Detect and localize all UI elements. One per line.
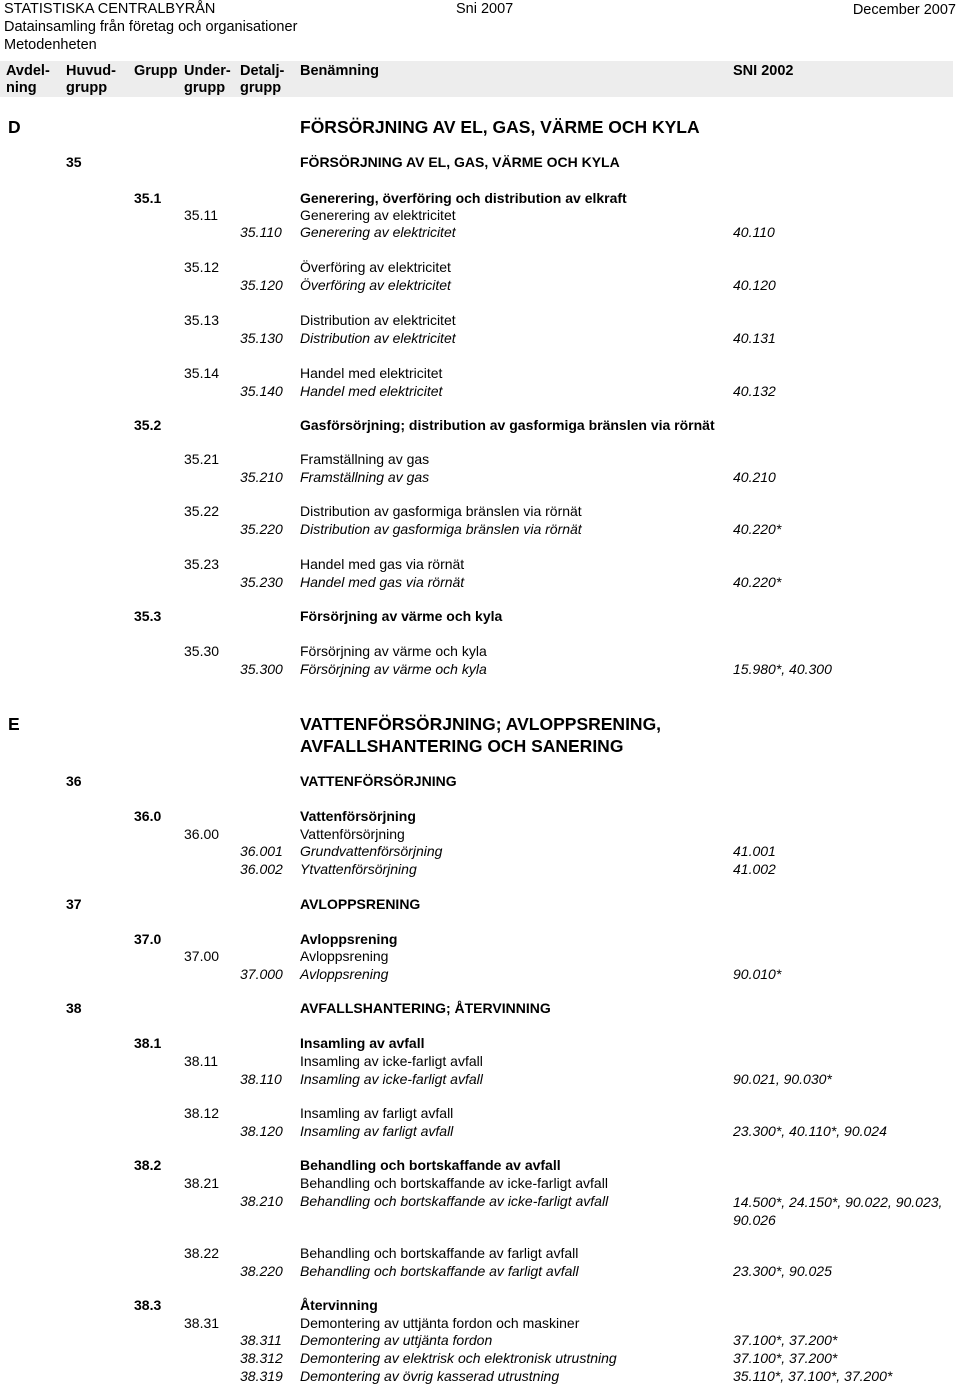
row-benamning: Demontering av övrig kasserad utrustning — [300, 1368, 560, 1384]
row-code: 38.210 — [240, 1193, 283, 1209]
row-benamning: Insamling av icke-farligt avfall — [300, 1053, 483, 1069]
row-benamning: Återvinning — [300, 1297, 378, 1313]
row-benamning: Gasförsörjning; distribution av gasformiga bränslen via rörnät — [300, 417, 715, 433]
row-benamning: Avloppsrening — [300, 966, 389, 982]
row-benamning: Insamling av farligt avfall — [300, 1105, 454, 1121]
row-benamning: Överföring av elektricitet — [300, 277, 451, 293]
row-benamning: Generering, överföring och distribution av elkraft — [300, 190, 627, 206]
row-benamning: Behandling och bortskaffande av avfall — [300, 1157, 561, 1173]
row-code: 35.13 — [184, 312, 220, 328]
row-code: 38.12 — [184, 1105, 220, 1121]
row-benamning: Avloppsrening — [300, 931, 398, 947]
row-code: 36.0 — [134, 808, 162, 824]
row-code: 35.21 — [184, 451, 220, 467]
row-sni2002: 23.300*, 90.025 — [733, 1263, 832, 1279]
row-code: 35.120 — [240, 277, 283, 293]
row-benamning: Handel med elektricitet — [300, 383, 443, 399]
row-sni2002: 40.220* — [733, 574, 782, 590]
row-sni2002: 41.001 — [733, 843, 776, 859]
row-code: 35.22 — [184, 503, 220, 519]
row-code: 38.22 — [184, 1245, 220, 1261]
row-sni2002: 14.500*, 24.150*, 90.022, 90.023, 90.026 — [733, 1194, 943, 1228]
row-code: 36.002 — [240, 861, 283, 877]
row-benamning: Behandling och bortskaffande av icke-farligt avfall — [300, 1175, 608, 1191]
org-unit: Metodenheten — [4, 37, 97, 53]
row-code: 35.30 — [184, 643, 220, 659]
column-header-detaljgrupp: Detalj- grupp — [240, 63, 285, 96]
row-code: 38.11 — [184, 1053, 218, 1069]
row-code: 38.2 — [134, 1157, 162, 1173]
row-sni2002: 37.100*, 37.200* — [733, 1350, 838, 1366]
row-code: 35.14 — [184, 365, 220, 381]
row-code: 38.120 — [240, 1123, 283, 1139]
row-sni2002: 15.980*, 40.300 — [733, 661, 832, 677]
row-benamning: VATTENFÖRSÖRJNING — [300, 773, 457, 789]
row-code: 38.21 — [184, 1175, 220, 1191]
row-benamning: Behandling och bortskaffande av farligt avfall — [300, 1263, 579, 1279]
row-code: 37.00 — [184, 948, 220, 964]
row-sni2002: 40.131 — [733, 330, 776, 346]
row-benamning: Handel med elektricitet — [300, 365, 443, 381]
row-benamning: Behandling och bortskaffande av icke-farligt avfall — [300, 1193, 609, 1209]
column-header-benamning: Benämning — [300, 63, 379, 79]
row-sni2002: 90.021, 90.030* — [733, 1071, 832, 1087]
row-sni2002: 40.220* — [733, 521, 782, 537]
row-benamning: Handel med gas via rörnät — [300, 574, 465, 590]
row-benamning: Vattenförsörjning — [300, 808, 416, 824]
column-header-sni2002: SNI 2002 — [733, 63, 794, 79]
row-benamning: Framställning av gas — [300, 469, 430, 485]
row-code: 35 — [66, 154, 82, 170]
row-code: 35.11 — [184, 207, 218, 223]
row-code: 38.220 — [240, 1263, 283, 1279]
row-benamning: Insamling av farligt avfall — [300, 1123, 454, 1139]
row-sni2002: 90.010* — [733, 966, 782, 982]
row-benamning: Framställning av gas — [300, 451, 430, 467]
row-benamning: Överföring av elektricitet — [300, 259, 451, 275]
row-benamning: Grundvattenförsörjning — [300, 843, 443, 859]
row-code: 38.311 — [240, 1332, 282, 1348]
row-sni2002: 40.132 — [733, 383, 776, 399]
row-code: 37 — [66, 896, 82, 912]
row-code: 38.31 — [184, 1315, 220, 1331]
row-sni2002: 23.300*, 40.110*, 90.024 — [733, 1123, 887, 1139]
row-sni2002: 40.120 — [733, 277, 776, 293]
row-code: 38.3 — [134, 1297, 162, 1313]
row-benamning: Distribution av elektricitet — [300, 330, 456, 346]
row-code: 38.319 — [240, 1368, 283, 1384]
row-code: 37.0 — [134, 931, 162, 947]
row-sni2002: 37.100*, 37.200* — [733, 1332, 838, 1348]
row-sni2002: 40.210 — [733, 469, 776, 485]
row-code: 35.23 — [184, 556, 220, 572]
row-code: D — [8, 117, 21, 137]
row-benamning: Distribution av gasformiga bränslen via rörnät — [300, 521, 582, 537]
row-sni2002: 35.110*, 37.100*, 37.200* — [733, 1368, 893, 1384]
row-code: 36 — [66, 773, 82, 789]
row-benamning: FÖRSÖRJNING AV EL, GAS, VÄRME OCH KYLA — [300, 117, 700, 137]
classification-version: Sni 2007 — [456, 1, 514, 17]
row-code: 38 — [66, 1000, 82, 1016]
column-header-grupp: Grupp — [134, 63, 178, 79]
column-header-huvudgrupp: Huvud- grupp — [66, 63, 116, 96]
row-benamning: Generering av elektricitet — [300, 224, 456, 240]
row-benamning: AVLOPPSRENING — [300, 896, 421, 912]
row-sni2002: 41.002 — [733, 861, 776, 877]
row-sni2002: 40.110 — [733, 224, 775, 240]
row-code: 35.300 — [240, 661, 283, 677]
row-code: 35.220 — [240, 521, 283, 537]
row-code: 35.3 — [134, 608, 162, 624]
row-code: 35.110 — [240, 224, 282, 240]
row-code: 36.00 — [184, 826, 220, 842]
column-header-undergrupp: Under- grupp — [184, 63, 231, 96]
document-date: December 2007 — [852, 2, 956, 18]
row-code: 36.001 — [240, 843, 283, 859]
column-header-avdelning: Avdel- ning — [6, 63, 50, 96]
row-code: 38.110 — [240, 1071, 282, 1087]
page-header — [4, 0, 956, 56]
row-benamning: Försörjning av värme och kyla — [300, 661, 487, 677]
row-code: 35.2 — [134, 417, 162, 433]
row-code: 35.1 — [134, 190, 162, 206]
row-benamning: Generering av elektricitet — [300, 207, 456, 223]
row-benamning: Demontering av uttjänta fordon — [300, 1332, 493, 1348]
row-code: E — [8, 714, 20, 734]
row-code: 35.130 — [240, 330, 283, 346]
row-code: 37.000 — [240, 966, 283, 982]
row-code: 38.312 — [240, 1350, 283, 1366]
row-benamning: Insamling av icke-farligt avfall — [300, 1071, 483, 1087]
row-benamning: Insamling av avfall — [300, 1035, 425, 1051]
row-benamning-line2: AVFALLSHANTERING OCH SANERING — [300, 736, 624, 756]
row-code: 35.12 — [184, 259, 220, 275]
row-benamning: Behandling och bortskaffande av farligt avfall — [300, 1245, 579, 1261]
row-code: 35.210 — [240, 469, 283, 485]
row-benamning: Försörjning av värme och kyla — [300, 643, 487, 659]
row-benamning: Demontering av uttjänta fordon och maskiner — [300, 1315, 580, 1331]
row-benamning: Ytvattenförsörjning — [300, 861, 417, 877]
row-benamning: AVFALLSHANTERING; ÅTERVINNING — [300, 1000, 551, 1016]
row-code: 38.1 — [134, 1035, 162, 1051]
row-code: 35.230 — [240, 574, 283, 590]
row-benamning: Distribution av elektricitet — [300, 312, 456, 328]
row-code: 35.140 — [240, 383, 283, 399]
row-benamning: Distribution av gasformiga bränslen via rörnät — [300, 503, 582, 519]
row-benamning: VATTENFÖRSÖRJNING; AVLOPPSRENING, — [300, 714, 662, 734]
row-benamning: FÖRSÖRJNING AV EL, GAS, VÄRME OCH KYLA — [300, 154, 620, 170]
row-benamning: Försörjning av värme och kyla — [300, 608, 503, 624]
row-benamning: Handel med gas via rörnät — [300, 556, 465, 572]
row-benamning: Avloppsrening — [300, 948, 389, 964]
row-benamning: Vattenförsörjning — [300, 826, 405, 842]
row-benamning: Demontering av elektrisk och elektronisk utrustning — [300, 1350, 617, 1366]
org-name: STATISTISKA CENTRALBYRÅN — [4, 1, 216, 17]
org-subtitle: Datainsamling från företag och organisationer — [4, 19, 298, 35]
